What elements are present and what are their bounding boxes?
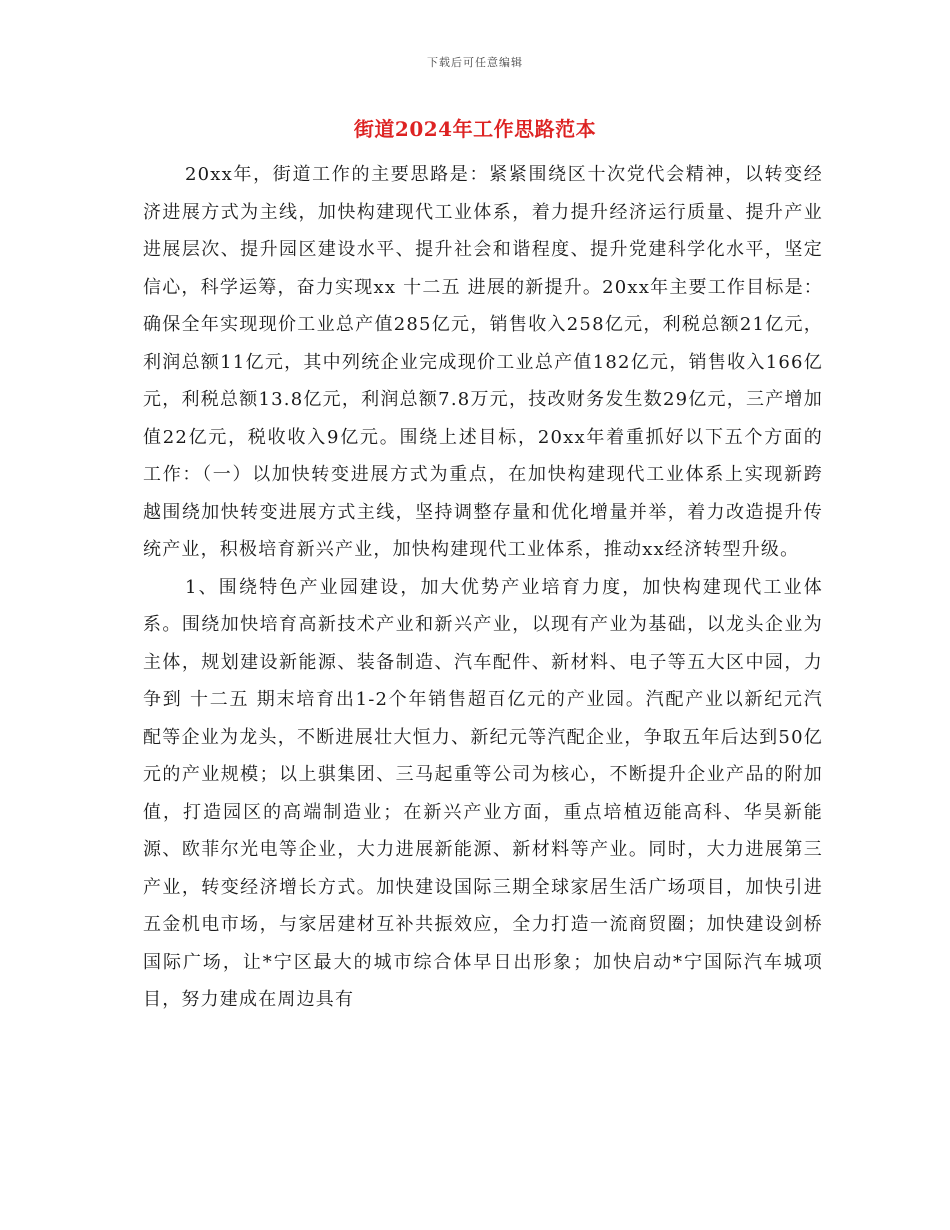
header-note: 下载后可任意编辑 [427, 56, 523, 69]
paragraph-2: 1、围绕特色产业园建设，加大优势产业培育力度，加快构建现代工业体系。围绕加快培育高新技术产业和新兴产业，以现有产业为基础，以龙头企业为主体，规划建设新能源、装备制造、汽车配件、新材料、电子等五大区中园，力争到 十二五 期末培育出1-2个年销售超百亿元的产业园。汽配产业以新纪元汽配等企业为龙头，不断进展壮大恒力、新纪元等汽配企业，争取五年后达到50亿元的产业规模；以上骐集团、三马起重等公司为核心，不断提升企业产品的附加值，打造园区的高端制造业；在新兴产业方面，重点培植迈能高科、华昊新能源、欧菲尔光电等企业，大力进展新能源、新材料等产业。同时，大力进展第三产业，转变经济增长方式。加快建设国际三期全球家居生活广场项目，加快引进五金机电市场，与家居建材互补共振效应，全力打造一流商贸圈；加快建设剑桥国际广场，让*宁区最大的城市综合体早日出形象；加快启动*宁国际汽车城项目，努力建成在周边具有 [143, 576, 823, 1010]
paragraph-1: 20xx年，街道工作的主要思路是：紧紧围绕区十次党代会精神，以转变经济进展方式为主线，加快构建现代工业体系，着力提升经济运行质量、提升产业进展层次、提升园区建设水平、提升社会和谐程度、提升党建科学化水平，坚定信心，科学运筹，奋力实现xx 十二五 进展的新提升。20xx年主要工作目标是：确保全年实现现价工业总产值285亿元，销售收入258亿元，利税总额21亿元，利润总额11亿元，其中列统企业完成现价工业总产值182亿元，销售收入166亿元，利税总额13.8亿元，利润总额7.8万元，技改财务发生数29亿元，三产增加值22亿元，税收收入9亿元。围绕上述目标，20xx年着重抓好以下五个方面的工作：（一）以加快转变进展方式为重点，在加快构建现代工业体系上实现新跨越围绕加快转变进展方式主线，坚持调整存量和优化增量并举，着力改造提升传统产业，积极培育新兴产业，加快构建现代工业体系，推动xx经济转型升级。 [143, 164, 823, 560]
document-title: 街道2024年工作思路范本 [353, 117, 597, 141]
document-body [143, 156, 823, 1019]
